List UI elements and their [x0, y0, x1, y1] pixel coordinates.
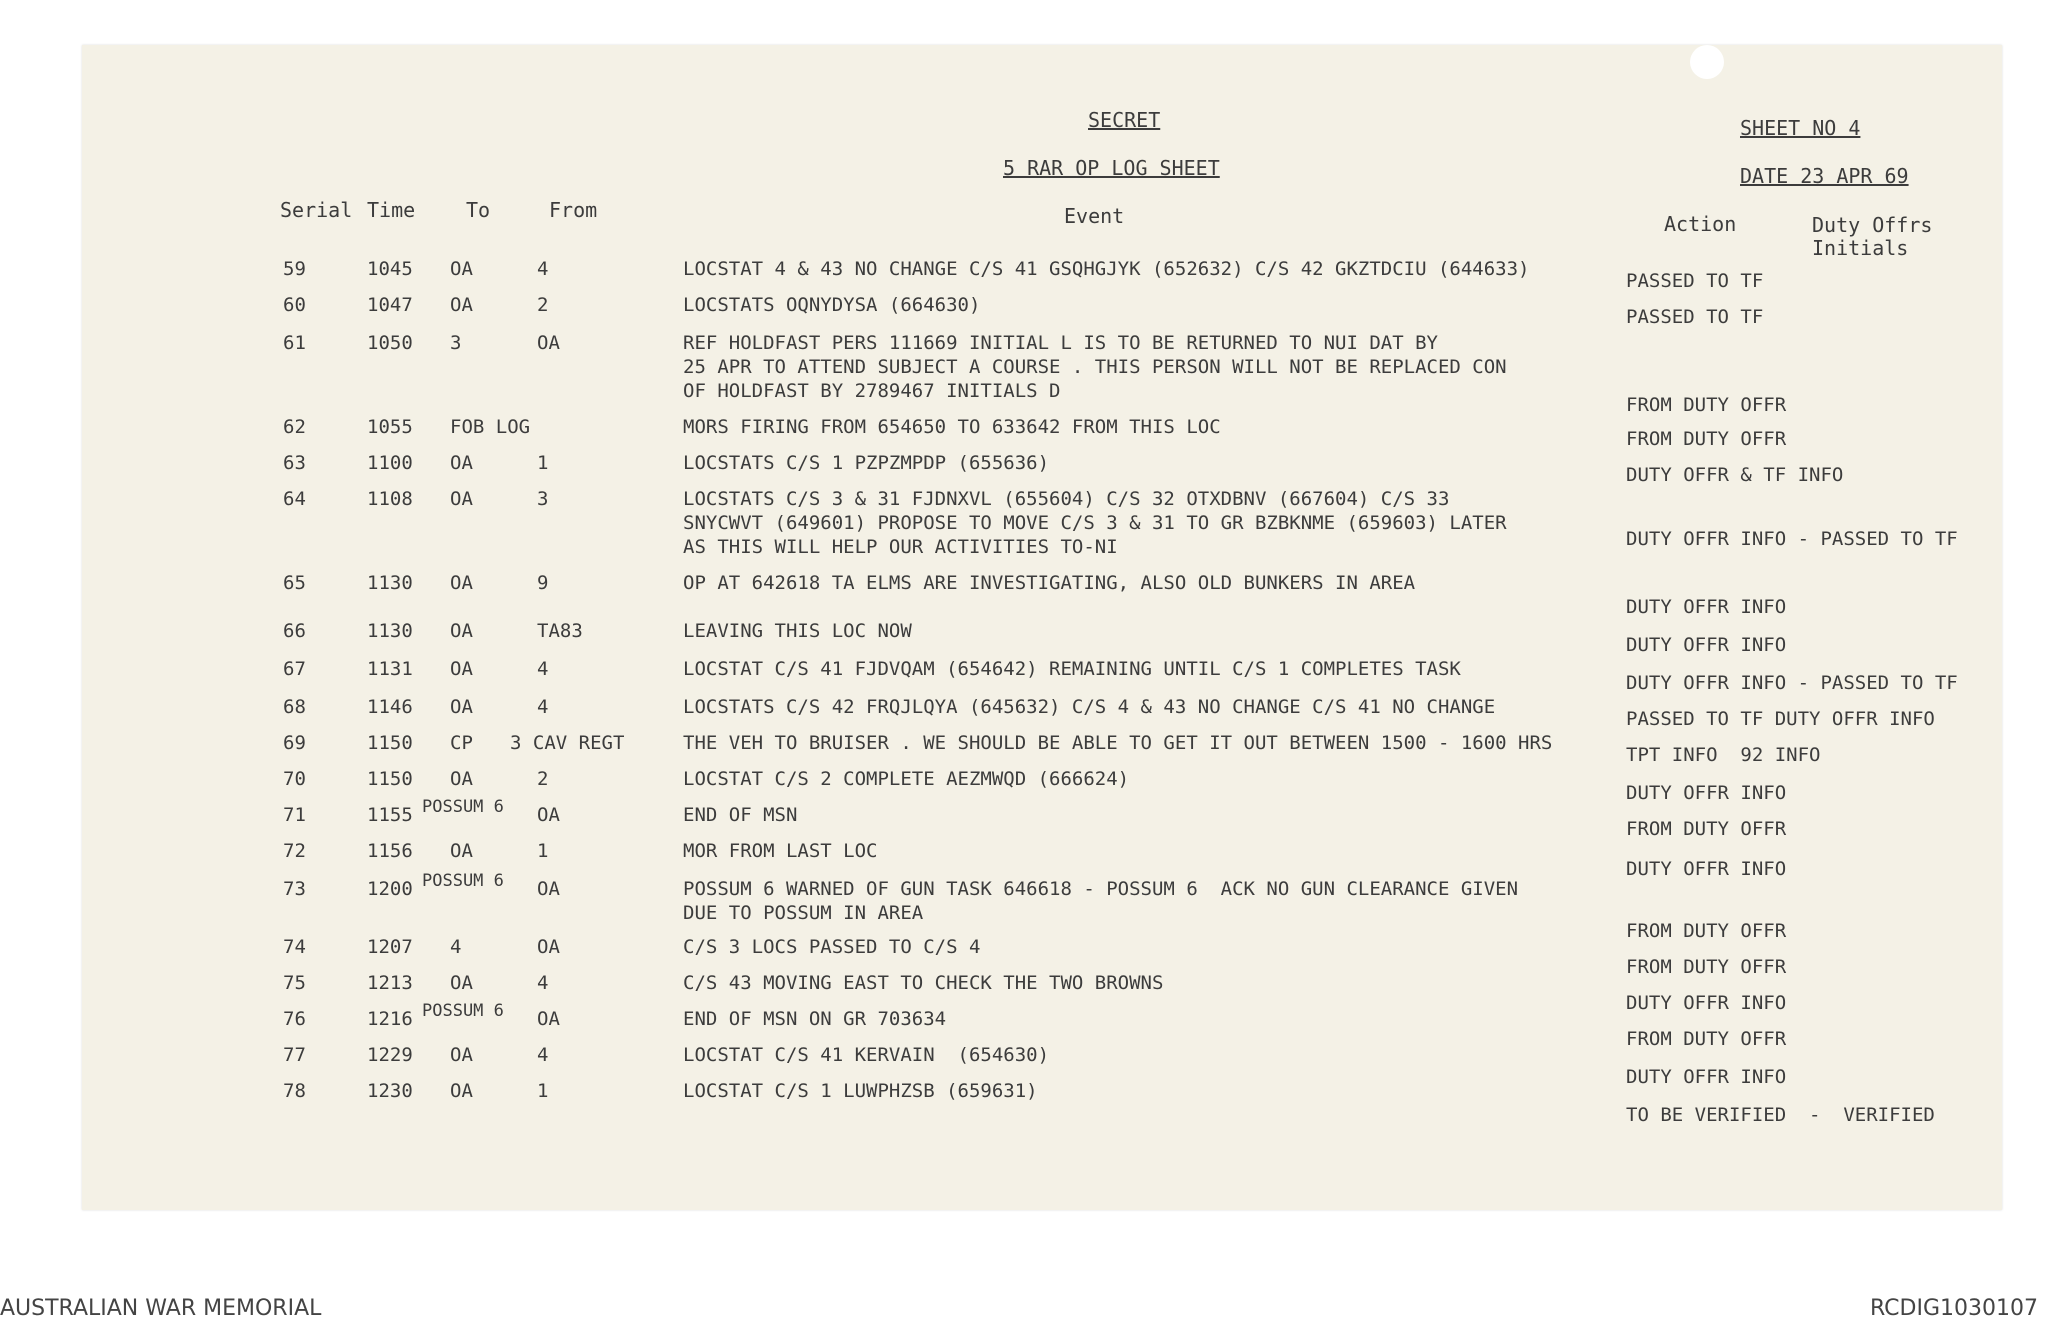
event-text-line: MOR FROM LAST LOC: [683, 840, 878, 862]
entry-to: OA: [450, 1044, 473, 1066]
serial-number: 62: [283, 416, 306, 438]
action-text: DUTY OFFR INFO: [1626, 992, 1787, 1014]
event-text-line: THE VEH TO BRUISER . WE SHOULD BE ABLE TO GET IT OUT BETWEEN 1500 - 1600 HRS: [683, 732, 1553, 754]
entry-time: 1130: [367, 572, 413, 594]
entry-to: OA: [450, 658, 473, 680]
serial-number: 65: [283, 572, 306, 594]
entry-to: OA: [450, 840, 473, 862]
entry-to: OA: [450, 258, 473, 280]
col-header-time: Time: [367, 198, 416, 222]
entry-from: 3: [537, 488, 549, 510]
action-text: DUTY OFFR INFO - PASSED TO TF: [1626, 528, 1958, 550]
action-text: DUTY OFFR INFO: [1626, 634, 1787, 656]
action-text: TO BE VERIFIED - VERIFIED: [1626, 1104, 1935, 1126]
entry-to: OA: [450, 620, 473, 642]
serial-number: 61: [283, 332, 306, 354]
col-header-action: Action: [1664, 212, 1737, 236]
entry-time: 1100: [367, 452, 413, 474]
entry-to: 4: [450, 936, 462, 958]
entry-time: 1108: [367, 488, 413, 510]
action-text: FROM DUTY OFFR: [1626, 428, 1787, 450]
entry-from: TA83: [537, 620, 583, 642]
serial-number: 78: [283, 1080, 306, 1102]
entry-to: OA: [450, 572, 473, 594]
entry-time: 1047: [367, 294, 413, 316]
entry-time: 1055: [367, 416, 413, 438]
event-text-line: DUE TO POSSUM IN AREA: [683, 902, 924, 924]
serial-number: 72: [283, 840, 306, 862]
event-text-line: OF HOLDFAST BY 2789467 INITIALS D: [683, 380, 1061, 402]
entry-time: 1150: [367, 768, 413, 790]
entry-to: OA: [450, 452, 473, 474]
event-text-line: LOCSTAT C/S 41 FJDVQAM (654642) REMAINING UNTIL C/S 1 COMPLETES TASK: [683, 658, 1461, 680]
event-text-line: SNYCWVT (649601) PROPOSE TO MOVE C/S 3 & 31 TO GR BZBKNME (659603) LATER: [683, 512, 1507, 534]
action-text: DUTY OFFR INFO - PASSED TO TF: [1626, 672, 1958, 694]
entry-time: 1213: [367, 972, 413, 994]
col-header-duty-offrs: Duty Offrs: [1812, 213, 1933, 237]
entry-time: 1156: [367, 840, 413, 862]
serial-number: 63: [283, 452, 306, 474]
action-text: FROM DUTY OFFR: [1626, 956, 1787, 978]
action-text: FROM DUTY OFFR: [1626, 920, 1787, 942]
col-header-serial: Serial: [280, 198, 353, 222]
entry-to: OA: [450, 696, 473, 718]
footer-record-id: RCDIG1030107: [1869, 1296, 2038, 1321]
serial-number: 64: [283, 488, 306, 510]
serial-number: 77: [283, 1044, 306, 1066]
entry-to: OA: [450, 768, 473, 790]
entry-time: 1150: [367, 732, 413, 754]
event-text-line: LOCSTATS OQNYDYSA (664630): [683, 294, 981, 316]
action-text: PASSED TO TF DUTY OFFR INFO: [1626, 708, 1935, 730]
serial-number: 66: [283, 620, 306, 642]
event-text-line: END OF MSN ON GR 703634: [683, 1008, 947, 1030]
entry-from: 9: [537, 572, 549, 594]
action-text: DUTY OFFR & TF INFO: [1626, 464, 1844, 486]
event-text-line: 25 APR TO ATTEND SUBJECT A COURSE . THIS PERSON WILL NOT BE REPLACED CON: [683, 356, 1507, 378]
entry-to: FOB LOG: [450, 416, 531, 438]
entry-from: 2: [537, 294, 549, 316]
action-text: DUTY OFFR INFO: [1626, 782, 1787, 804]
entry-time: 1229: [367, 1044, 413, 1066]
action-text: TPT INFO 92 INFO: [1626, 744, 1821, 766]
entry-from: 1: [537, 1080, 549, 1102]
entry-from: 4: [537, 972, 549, 994]
entry-to: 3: [450, 332, 462, 354]
entry-time: 1050: [367, 332, 413, 354]
col-header-from: From: [549, 198, 598, 222]
event-text-line: LOCSTAT C/S 2 COMPLETE AEZMWQD (666624): [683, 768, 1130, 790]
serial-number: 74: [283, 936, 306, 958]
page-title: 5 RAR OP LOG SHEET: [1003, 156, 1220, 180]
entry-time: 1146: [367, 696, 413, 718]
action-text: DUTY OFFR INFO: [1626, 858, 1787, 880]
entry-time: 1207: [367, 936, 413, 958]
entry-from: OA: [537, 936, 560, 958]
serial-number: 71: [283, 804, 306, 826]
entry-from: 4: [537, 258, 549, 280]
entry-to: OA: [450, 1080, 473, 1102]
event-text-line: MORS FIRING FROM 654650 TO 633642 FROM THIS LOC: [683, 416, 1221, 438]
action-text: DUTY OFFR INFO: [1626, 1066, 1787, 1088]
col-header-event: Event: [1064, 204, 1125, 228]
entry-from: OA: [537, 878, 560, 900]
action-text: FROM DUTY OFFR: [1626, 1028, 1787, 1050]
entry-from: 3 CAV REGT: [510, 732, 625, 754]
event-text-line: AS THIS WILL HELP OUR ACTIVITIES TO-NI: [683, 536, 1118, 558]
serial-number: 76: [283, 1008, 306, 1030]
action-text: FROM DUTY OFFR: [1626, 394, 1787, 416]
event-text-line: OP AT 642618 TA ELMS ARE INVESTIGATING, ALSO OLD BUNKERS IN AREA: [683, 572, 1416, 594]
action-text: FROM DUTY OFFR: [1626, 818, 1787, 840]
entry-time: 1200: [367, 878, 413, 900]
event-text-line: LOCSTATS C/S 1 PZPZMPDP (655636): [683, 452, 1050, 474]
event-text-line: END OF MSN: [683, 804, 798, 826]
classification-marking: SECRET: [1088, 108, 1161, 132]
action-text: PASSED TO TF: [1626, 270, 1764, 292]
entry-time: 1130: [367, 620, 413, 642]
event-text-line: LOCSTAT 4 & 43 NO CHANGE C/S 41 GSQHGJYK (652632) C/S 42 GKZTDCIU (644633): [683, 258, 1530, 280]
serial-number: 67: [283, 658, 306, 680]
serial-number: 60: [283, 294, 306, 316]
col-header-initials: Initials: [1812, 236, 1909, 260]
sheet-number: SHEET NO 4: [1740, 116, 1861, 140]
entry-time: 1155: [367, 804, 413, 826]
entry-from: 1: [537, 452, 549, 474]
entry-time: 1216: [367, 1008, 413, 1030]
entry-time: 1045: [367, 258, 413, 280]
entry-from: 4: [537, 696, 549, 718]
entry-to: OA: [450, 294, 473, 316]
event-text-line: LOCSTAT C/S 1 LUWPHZSB (659631): [683, 1080, 1038, 1102]
entry-to: CP: [450, 732, 473, 754]
event-text-line: POSSUM 6 WARNED OF GUN TASK 646618 - POSSUM 6 ACK NO GUN CLEARANCE GIVEN: [683, 878, 1519, 900]
serial-number: 75: [283, 972, 306, 994]
entry-from: OA: [537, 332, 560, 354]
sheet-date: DATE 23 APR 69: [1740, 164, 1909, 188]
event-text-line: C/S 3 LOCS PASSED TO C/S 4: [683, 936, 981, 958]
entry-from: OA: [537, 804, 560, 826]
entry-to: POSSUM 6: [422, 797, 504, 817]
action-text: PASSED TO TF: [1626, 306, 1764, 328]
action-text: DUTY OFFR INFO: [1626, 596, 1787, 618]
event-text-line: LOCSTATS C/S 42 FRQJLQYA (645632) C/S 4 & 43 NO CHANGE C/S 41 NO CHANGE: [683, 696, 1496, 718]
entry-to: POSSUM 6: [422, 1001, 504, 1021]
entry-to: OA: [450, 972, 473, 994]
entry-to: POSSUM 6: [422, 871, 504, 891]
punch-hole: [1690, 45, 1724, 79]
event-text-line: LOCSTAT C/S 41 KERVAIN (654630): [683, 1044, 1050, 1066]
entry-time: 1131: [367, 658, 413, 680]
entry-from: OA: [537, 1008, 560, 1030]
event-text-line: LOCSTATS C/S 3 & 31 FJDNXVL (655604) C/S 32 OTXDBNV (667604) C/S 33: [683, 488, 1450, 510]
event-text-line: LEAVING THIS LOC NOW: [683, 620, 912, 642]
event-text-line: REF HOLDFAST PERS 111669 INITIAL L IS TO BE RETURNED TO NUI DAT BY: [683, 332, 1438, 354]
serial-number: 59: [283, 258, 306, 280]
serial-number: 69: [283, 732, 306, 754]
serial-number: 70: [283, 768, 306, 790]
entry-to: OA: [450, 488, 473, 510]
entry-from: 4: [537, 658, 549, 680]
entry-from: 4: [537, 1044, 549, 1066]
serial-number: 68: [283, 696, 306, 718]
col-header-to: To: [466, 198, 491, 222]
event-text-line: C/S 43 MOVING EAST TO CHECK THE TWO BROWNS: [683, 972, 1164, 994]
entry-time: 1230: [367, 1080, 413, 1102]
entry-from: 2: [537, 768, 549, 790]
entry-from: 1: [537, 840, 549, 862]
serial-number: 73: [283, 878, 306, 900]
footer-source: AUSTRALIAN WAR MEMORIAL: [0, 1296, 322, 1321]
